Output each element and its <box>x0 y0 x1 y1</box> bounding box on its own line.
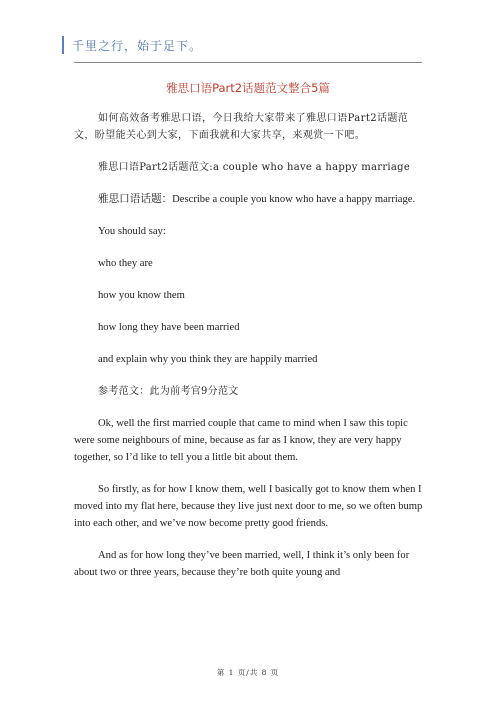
topic-line: 雅思口语话题：Describe a couple you know who have a happy marriage. <box>98 194 416 205</box>
body-paragraph: So firstly, as for how I know them, well I basically got to know them when I moved into my flat here, because they live just next door to me, so we often bump into each other, and we’ve now become pretty good friends. <box>74 484 423 529</box>
document-title: 雅思口语Part2话题范文整合5篇 <box>166 81 330 95</box>
document-body <box>74 110 424 596</box>
section-heading: 雅思口语Part2话题范文:a couple who have a happy marriage <box>98 162 411 173</box>
prompt-item: who they are <box>98 258 153 269</box>
intro-paragraph: 如何高效备考雅思口语，今日我给大家带来了雅思口语Part2话题范文，盼望能关心到大家，下面我就和大家共享，来观赏一下吧。 <box>74 113 409 141</box>
header-motto: 千里之行，始于足下。 <box>72 38 203 53</box>
sample-label: 参考范文：此为前考官9分范文 <box>98 386 239 397</box>
header-accent-bar <box>62 36 64 54</box>
header-divider <box>74 62 422 63</box>
should-say-line: You should say: <box>98 226 166 237</box>
body-paragraph: And as for how long they’ve been married, well, I think it’s only been for about two or three years, because they’re both quite young and <box>74 550 410 578</box>
page-number: 第 1 页/共 8 页 <box>216 668 280 677</box>
prompt-item: and explain why you think they are happily married <box>98 354 318 365</box>
prompt-item: how long they have been married <box>98 322 240 333</box>
prompt-item: how you know them <box>98 290 185 301</box>
body-paragraph: Ok, well the first married couple that came to mind when I saw this topic were some neighbours of mine, because as far as I know, they are very happy together, so I’d like to tell you a little bit about them. <box>74 418 408 463</box>
page-header <box>62 34 202 56</box>
